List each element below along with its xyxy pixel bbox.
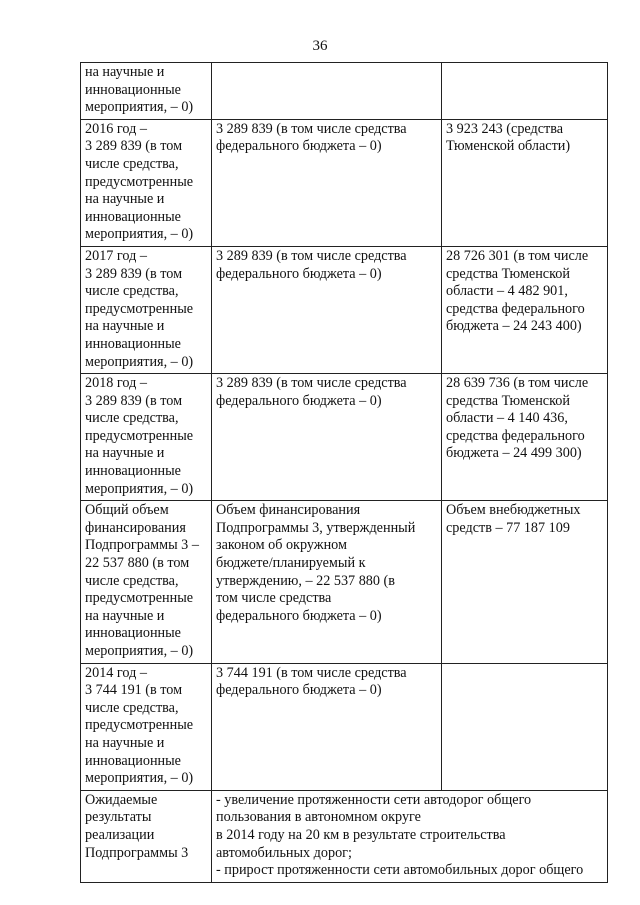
table-row [81,119,608,246]
extra-funding-cell: 28 726 301 (в том числе средства Тюменской области – 4 482 901, средства федерального бюджета – 24 243 400) [442,246,608,373]
federal-funding-cell [212,63,442,120]
period-cell: 2017 год – 3 289 839 (в том числе средства, предусмотренные на научные и инновационные мероприятия, – 0) [81,246,212,373]
table-row [81,246,608,373]
federal-funding-cell: 3 289 839 (в том числе средства федерального бюджета – 0) [212,119,442,246]
extra-funding-cell [442,63,608,120]
table-row [81,501,608,663]
federal-funding-cell: 3 289 839 (в том числе средства федерального бюджета – 0) [212,246,442,373]
table-row [81,374,608,501]
period-cell: 2016 год – 3 289 839 (в том числе средства, предусмотренные на научные и инновационные мероприятия, – 0) [81,119,212,246]
period-cell: 2018 год – 3 289 839 (в том числе средства, предусмотренные на научные и инновационные мероприятия, – 0) [81,374,212,501]
extra-funding-cell [442,663,608,790]
results-text-cell: - увеличение протяженности сети автодорог общего пользования в автономном округе в 2014 году на 20 км в результате строительства автомобильных дорог; - прирост протяженности сети автомобильных дорог общего [212,790,608,882]
table-row [81,63,608,120]
table-row [81,663,608,790]
extra-funding-cell: Объем внебюджетных средств – 77 187 109 [442,501,608,663]
period-cell: на научные и инновационные мероприятия, – 0) [81,63,212,120]
period-cell: 2014 год – 3 744 191 (в том числе средства, предусмотренные на научные и инновационные мероприятия, – 0) [81,663,212,790]
page-number: 36 [312,38,328,54]
results-row [81,790,608,882]
federal-funding-cell: 3 289 839 (в том числе средства федерального бюджета – 0) [212,374,442,501]
financing-table [80,62,608,883]
extra-funding-cell: 28 639 736 (в том числе средства Тюменской области – 4 140 436, средства федерального бюджета – 24 499 300) [442,374,608,501]
federal-funding-cell: 3 744 191 (в том числе средства федерального бюджета – 0) [212,663,442,790]
federal-funding-cell: Объем финансирования Подпрограммы 3, утвержденный законом об окружном бюджете/планируемый к утверждению, – 22 537 880 (в том числе средства федерального бюджета – 0) [212,501,442,663]
period-cell: Общий объем финансирования Подпрограммы 3 – 22 537 880 (в том числе средства, предусмотренные на научные и инновационные мероприятия, – 0) [81,501,212,663]
results-label-cell: Ожидаемые результаты реализации Подпрограммы 3 [81,790,212,882]
extra-funding-cell: 3 923 243 (средства Тюменской области) [442,119,608,246]
